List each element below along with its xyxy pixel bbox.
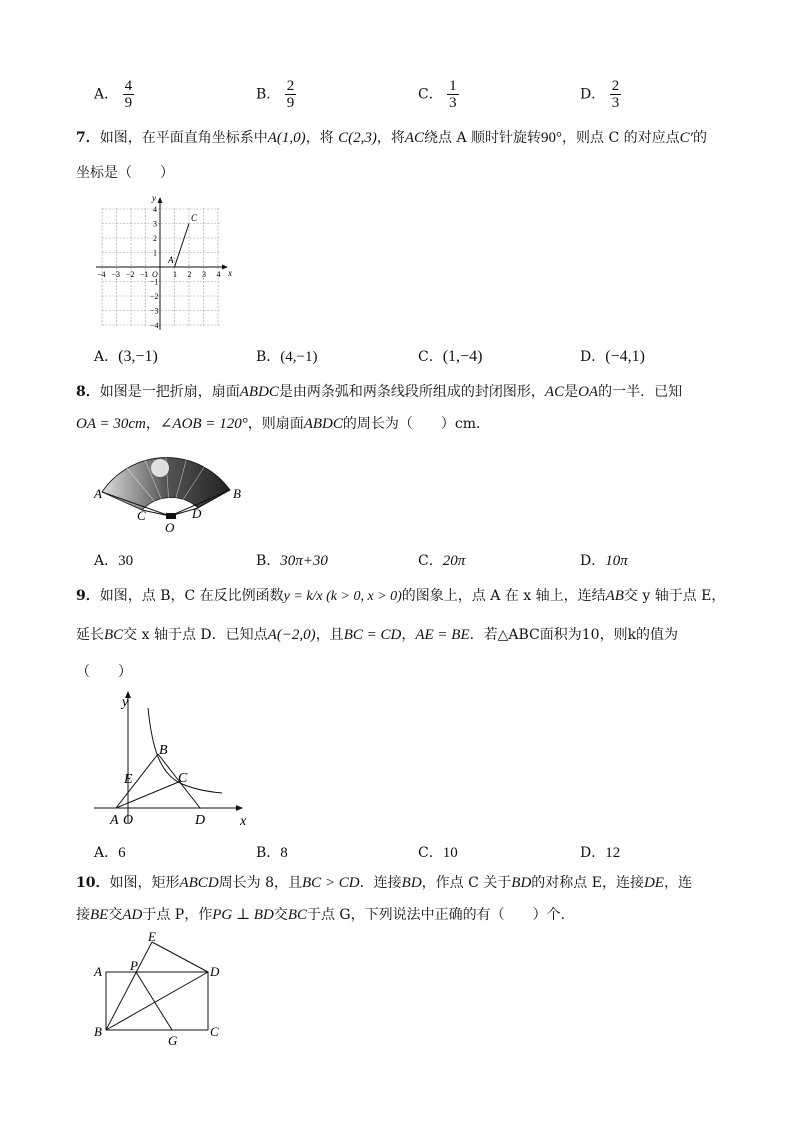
x-tick-labels: [97, 270, 221, 279]
svg-text:3: 3: [153, 219, 157, 229]
svg-text:1: 1: [153, 248, 157, 258]
q9-option-a: A．6: [94, 845, 126, 861]
q8-option-a: A．30: [94, 553, 134, 569]
svg-text:−3: −3: [150, 306, 159, 316]
svg-text:4: 4: [153, 205, 157, 214]
q8-option-d: D．10π: [580, 553, 628, 569]
y-axis-label: y: [152, 193, 156, 203]
svg-text:2: 2: [187, 270, 192, 279]
label-a: A: [110, 813, 119, 828]
q8-stem-line1: 8．如图是一把折扇，扇面ABDC是由两条弧和两条线段所组成的封闭图形，AC是OA的一半．已知: [76, 384, 683, 400]
label-y: y: [122, 695, 129, 710]
q9-figure: [90, 688, 250, 830]
q7-option-d: D．(−4,1): [580, 348, 645, 365]
svg-text:−2: −2: [150, 292, 159, 301]
fraction: $\frac{1}{3}$: [449, 78, 457, 111]
svg-text:3: 3: [202, 270, 206, 279]
label-g: G: [168, 1033, 178, 1048]
label-p: P: [130, 958, 138, 973]
label-b: B: [233, 486, 241, 501]
fraction: $\frac{4}{9}$: [124, 78, 133, 111]
line-de: [152, 942, 208, 972]
label-x: x: [240, 814, 247, 829]
q7-stem-line2: 坐标是（ ）: [76, 165, 174, 181]
svg-text:−4: −4: [97, 270, 106, 279]
svg-text:−1: −1: [150, 277, 159, 287]
svg-text:2: 2: [153, 234, 157, 243]
label-c: C: [137, 508, 146, 523]
q7-stem-line1: 7．如图，在平面直角坐标系中A(1,0)，将 C(2,3)，将AC绕点 A 顺时针旋转90°，则点 C 的对应点C′的: [76, 130, 707, 146]
q9-stem-line3: （ ）: [76, 664, 132, 680]
q8-fan-figure: [90, 440, 250, 535]
q9-option-c: C．10: [418, 845, 458, 861]
svg-text:−4: −4: [150, 321, 159, 330]
label-o: O: [165, 520, 175, 535]
q10-stem-line1: 10．如图，矩形ABCD周长为 8，且BC > CD．连接BD，作点 C 关于BD的对称点 E，连接DE，连: [76, 875, 692, 891]
q7-option-a: A．(3,−1): [94, 348, 158, 365]
label-b: B: [94, 1024, 102, 1039]
label-b: B: [159, 743, 168, 758]
segment-ac: [175, 224, 190, 268]
point-a-label: A: [168, 255, 174, 265]
q9-option-d: D．12: [580, 845, 621, 861]
q6-option-b: B． $\frac{2}{9}$: [256, 78, 295, 111]
fraction: $\frac{2}{3}$: [611, 78, 620, 111]
label-d: D: [210, 964, 220, 979]
svg-text:−3: −3: [111, 270, 121, 279]
q7-option-c: C．(1,−4): [418, 348, 483, 365]
label-d: D: [192, 506, 202, 521]
line-pg: [136, 972, 172, 1030]
label-d: D: [195, 813, 206, 828]
label-a: A: [94, 964, 102, 979]
y-axis-arrow: [158, 197, 163, 203]
q10-rectangle-figure: [88, 928, 238, 1053]
q7-coordinate-figure: [90, 190, 240, 335]
q9-stem-line1: 9．如图，点 B，C 在反比例函数y = k/x (k > 0, x > 0)的图象上，点 A 在 x 轴上，连结AB交 y 轴于点 E，: [76, 588, 726, 604]
label-c: C: [210, 1024, 219, 1039]
x-axis-arrow: [236, 805, 243, 811]
label-e: E: [148, 929, 156, 944]
label-e: E: [124, 772, 133, 787]
q8-option-c: C．20π: [418, 553, 466, 569]
svg-text:1: 1: [173, 270, 177, 279]
q6-option-a: A． $\frac{4}{9}$: [94, 78, 133, 111]
svg-text:−2: −2: [126, 270, 135, 279]
q9-stem-line2: 延长BC交 x 轴于点 D．已知点A(−2,0)，且BC = CD，AE = BE．若△ABC面积为10，则k的值为: [76, 627, 679, 643]
point-c-label: C: [191, 213, 198, 223]
label-a: A: [94, 486, 102, 501]
label-c: C: [178, 771, 188, 786]
svg-text:O: O: [152, 270, 158, 279]
q6-option-c: C． $\frac{1}{3}$: [418, 78, 457, 111]
q6-option-d: D． $\frac{2}{3}$: [580, 78, 620, 111]
x-axis-label: x: [228, 268, 232, 278]
q10-stem-line2: 接BE交AD于点 P，作PG ⊥ BD交BC于点 G，下列说法中正确的有（ ）个．: [76, 907, 575, 923]
q8-option-b: B．30π+30: [256, 553, 328, 569]
q9-option-b: B．8: [256, 845, 288, 861]
flower-decoration: [151, 459, 169, 477]
q7-option-b: B．(4,−1): [256, 349, 318, 365]
fraction: $\frac{2}{9}$: [286, 78, 295, 111]
svg-text:−1: −1: [140, 270, 149, 279]
svg-text:4: 4: [216, 270, 221, 279]
q8-stem-line2: OA = 30cm，∠AOB = 120°，则扇面ABDC的周长为（ ）cm．: [76, 416, 490, 432]
fan-pivot: [166, 513, 176, 519]
label-o: O: [123, 813, 134, 828]
